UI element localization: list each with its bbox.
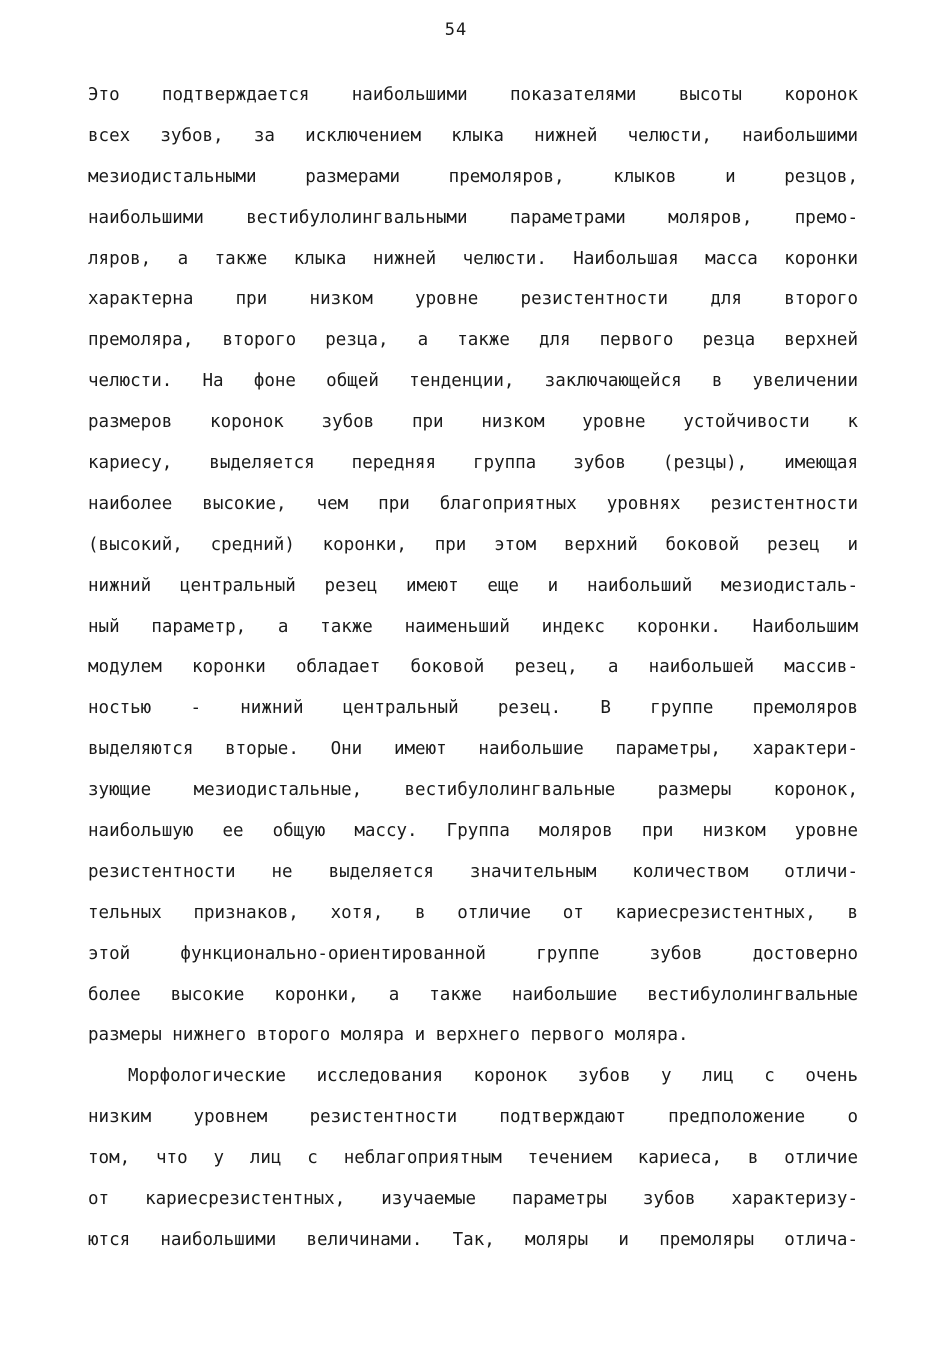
text-line: том, что у лиц с неблагоприятным течением кариеса, в отличие	[88, 1148, 858, 1169]
text-line: кариесу, выделяется передняя группа зубов (резцы), имеющая	[88, 453, 858, 474]
text-line: размеров коронок зубов при низком уровне устойчивости к	[88, 412, 858, 433]
text-line: челюсти. На фоне общей тенденции, заключающейся в увеличении	[88, 371, 858, 392]
paragraph-start-line: Морфологические исследования коронок зубов у лиц с очень	[128, 1066, 858, 1087]
text-line: всех зубов, за исключением клыка нижней челюсти, наибольшими	[88, 125, 858, 146]
text-line: ляров, а также клыка нижней челюсти. Наибольшая масса коронки	[88, 248, 858, 269]
text-line: низким уровнем резистентности подтверждают предположение о	[88, 1107, 858, 1128]
text-line: зующие мезиодистальные, вестибулолингвальные размеры коронок,	[88, 780, 858, 801]
text-line: характерна при низком уровне резистентности для второго	[88, 289, 858, 310]
text-line: наибольшую ее общую массу. Группа моляров при низком уровне	[88, 821, 858, 842]
body-text	[88, 75, 858, 1261]
text-line: нижний центральный резец имеют еще и наибольший мезиодисталь-	[88, 575, 858, 596]
text-line: от кариесрезистентных, изучаемые параметры зубов характеризу-	[88, 1189, 858, 1210]
text-line: этой функционально-ориентированной группе зубов достоверно	[88, 943, 858, 964]
text-line: ный параметр, а также наименьший индекс коронки. Наибольшим	[88, 616, 858, 637]
text-line: выделяются вторые. Они имеют наибольшие параметры, характери-	[88, 739, 858, 760]
text-line: резистентности не выделяется значительным количеством отличи-	[88, 861, 858, 882]
text-line: наиболее высокие, чем при благоприятных уровнях резистентности	[88, 493, 858, 514]
text-line: тельных признаков, хотя, в отличие от кариесрезистентных, в	[88, 902, 858, 923]
text-line: наибольшими вестибулолингвальными параметрами моляров, премо-	[88, 207, 858, 228]
text-line: мезиодистальными размерами премоляров, клыков и резцов,	[88, 166, 858, 187]
text-line: более высокие коронки, а также наибольшие вестибулолингвальные	[88, 984, 858, 1005]
text-line: ются наибольшими величинами. Так, моляры и премоляры отлича-	[88, 1229, 858, 1250]
text-line: Это подтверждается наибольшими показателями высоты коронок	[88, 85, 858, 105]
page-number: 54	[444, 20, 468, 40]
text-line: (высокий, средний) коронки, при этом верхний боковой резец и	[88, 534, 858, 555]
text-line: премоляра, второго резца, а также для первого резца верхней	[88, 330, 858, 351]
text-line: ностью - нижний центральный резец. В группе премоляров	[88, 698, 858, 719]
text-line: модулем коронки обладает боковой резец, а наибольшей массив-	[88, 657, 858, 678]
paragraph-end-line: размеры нижнего второго моляра и верхнего первого моляра.	[88, 1025, 689, 1046]
